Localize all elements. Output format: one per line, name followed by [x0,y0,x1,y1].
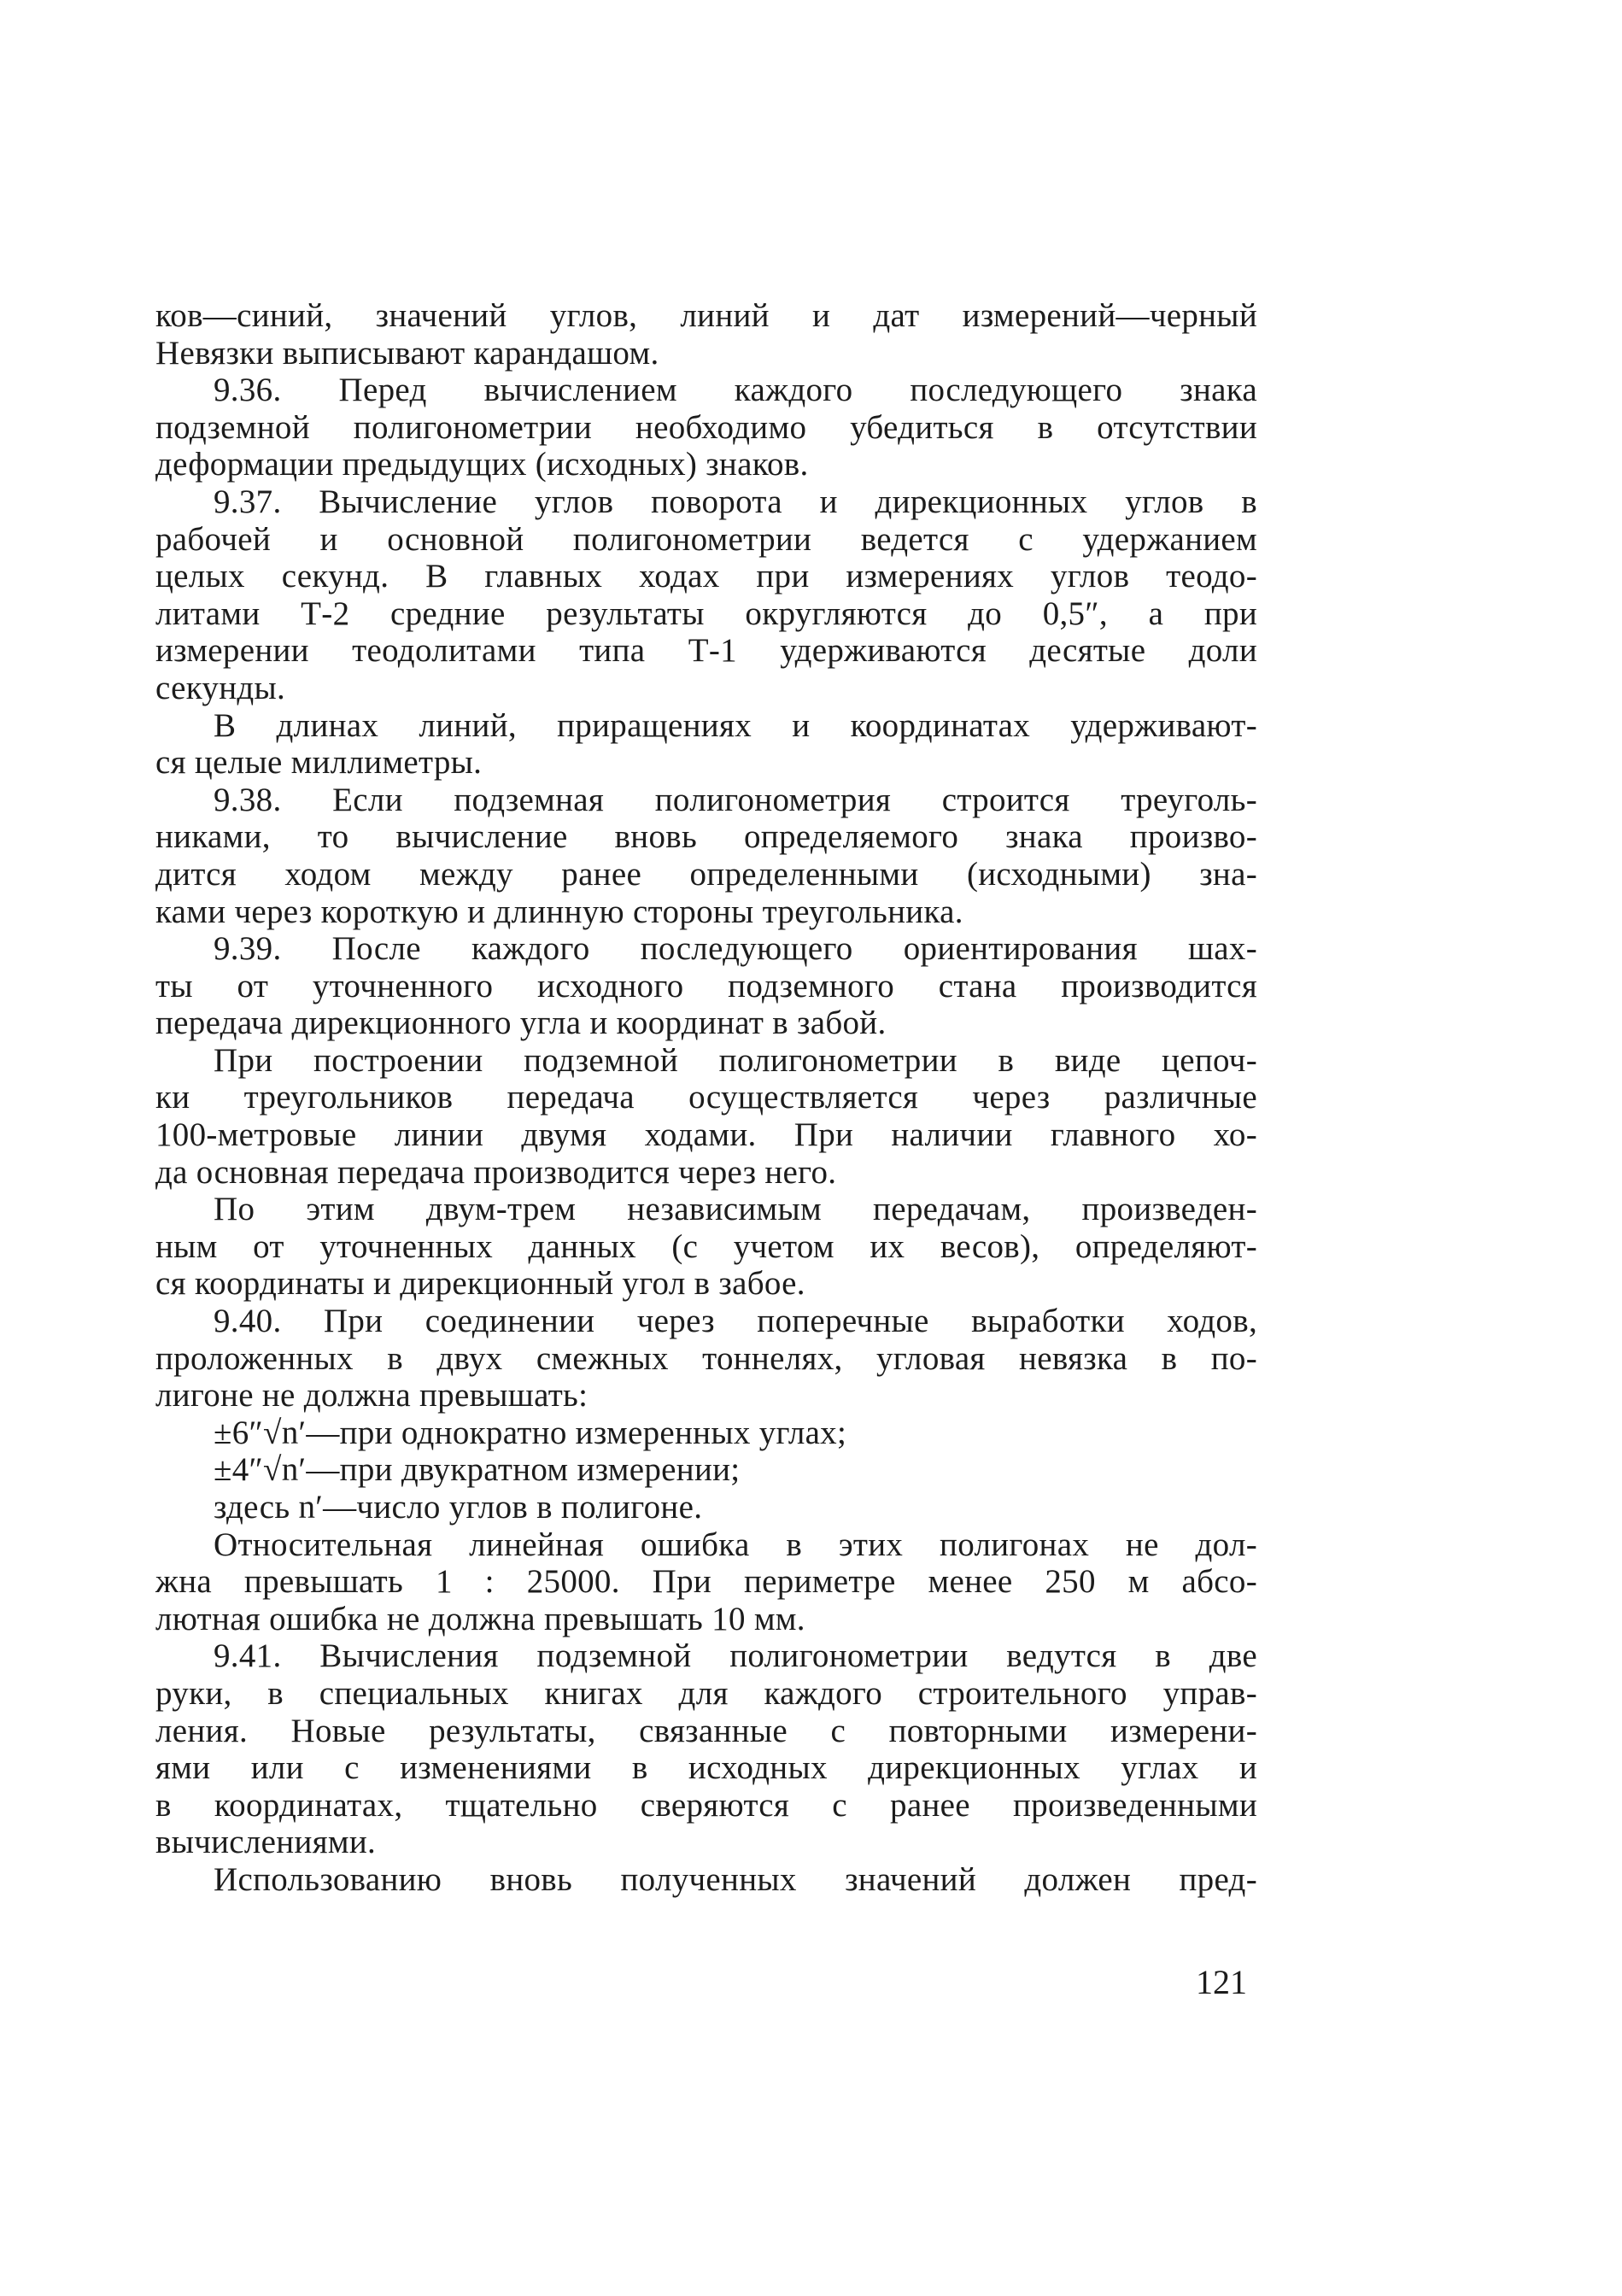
text-line: Использованию вновь полученных значений должен пред- [214,1860,1257,1898]
paragraph [155,297,1257,372]
paragraph [155,930,1257,1042]
text-line: дится ходом между ранее определенными (исходными) зна- [155,855,1257,893]
text-line: секунды. [155,669,286,706]
text-line: ками через короткую и длинную стороны треугольника. [155,893,963,930]
text-line: ки треугольников передача осуществляется через различные [155,1079,1257,1116]
text-line: ±6″√n′—при однократно измеренных углах; [214,1414,847,1451]
text-line: 9.39. После каждого последующего ориентирования шах- [214,930,1257,968]
text-line: здесь n′—число углов в полигоне. [214,1489,703,1526]
text-line: ты от уточненного исходного подземного стана производится [155,967,1257,1004]
paragraph [155,1526,1257,1638]
formula-line [155,1451,1257,1489]
text-line: 9.38. Если подземная полигонометрия строится треуголь- [214,781,1257,818]
text-line: руки, в специальных книгах для каждого строительного управ- [155,1674,1257,1712]
text-line: ±4″√n′—при двукратном измерении; [214,1451,741,1489]
paragraph [155,483,1257,707]
text-line: да основная передача производится через него. [155,1153,837,1191]
text-line: никами, то вычисление вновь определяемого знака произво- [155,818,1257,856]
text-line: деформации предыдущих (исходных) знаков. [155,446,809,483]
paragraph [155,707,1257,782]
text-line: лютная ошибка не должна превышать 10 мм. [155,1600,805,1637]
document-body [155,297,1257,1899]
text-line: рабочей и основной полигонометрии ведется с удержанием [155,520,1257,558]
paragraph [155,1637,1257,1861]
paragraph [155,1861,1257,1899]
paragraph [155,1303,1257,1414]
text-line: в координатах, тщательно сверяются с ранее произведенными [155,1786,1257,1824]
text-line: При построении подземной полигонометрии в виде цепоч- [214,1041,1257,1079]
text-line: 9.41. Вычисления подземной полигонометрии ведутся в две [214,1637,1257,1675]
text-line: ями или с изменениями в исходных дирекционных углах и [155,1749,1257,1787]
text-line: Относительная линейная ошибка в этих полигонах не дол- [214,1526,1257,1563]
text-line: вычислениями. [155,1824,377,1861]
text-line: 9.36. Перед вычислением каждого последующего знака [214,372,1257,409]
text-line: ся координаты и дирекционный угол в забое. [155,1265,805,1303]
formula-line [155,1489,1257,1526]
paragraph [155,1042,1257,1191]
text-line: целых секунд. В главных ходах при измерениях углов теодо- [155,558,1257,595]
text-line: 9.37. Вычисление углов поворота и дирекционных углов в [214,483,1257,520]
paragraph [155,372,1257,483]
text-line: 9.40. При соединении через поперечные выработки ходов, [214,1303,1257,1340]
text-line: ным от уточненных данных (с учетом их весов), определяют- [155,1227,1257,1265]
paragraph [155,1191,1257,1303]
text-line: передача дирекционного угла и координат в забой. [155,1004,887,1042]
text-line: измерении теодолитами типа Т-1 удерживаются десятые доли [155,632,1257,670]
text-line: Невязки выписывают карандашом. [155,334,659,372]
text-line: ления. Новые результаты, связанные с повторными измерени- [155,1712,1257,1749]
text-line: лигоне не должна превышать: [155,1377,588,1414]
text-line: жна превышать 1 : 25000. При периметре менее 250 м абсо- [155,1563,1257,1601]
text-line: В длинах линий, приращениях и координатах удерживают- [214,706,1257,744]
text-line: литами Т-2 средние результаты округляются до 0,5″, а при [155,594,1257,632]
paragraph [155,782,1257,930]
text-line: ков—синий, значений углов, линий и дат измерений—черный [155,297,1257,334]
formula-line [155,1414,1257,1452]
text-line: подземной полигонометрии необходимо убедиться в отсутствии [155,408,1257,446]
page-number: 121 [1196,1963,1247,2001]
text-line: проложенных в двух смежных тоннелях, угловая невязка в по- [155,1339,1257,1377]
text-line: 100-метровые линии двумя ходами. При наличии главного хо- [155,1116,1257,1154]
text-line: По этим двум-трем независимым передачам, произведен- [214,1191,1257,1228]
text-line: ся целые миллиметры. [155,744,483,782]
